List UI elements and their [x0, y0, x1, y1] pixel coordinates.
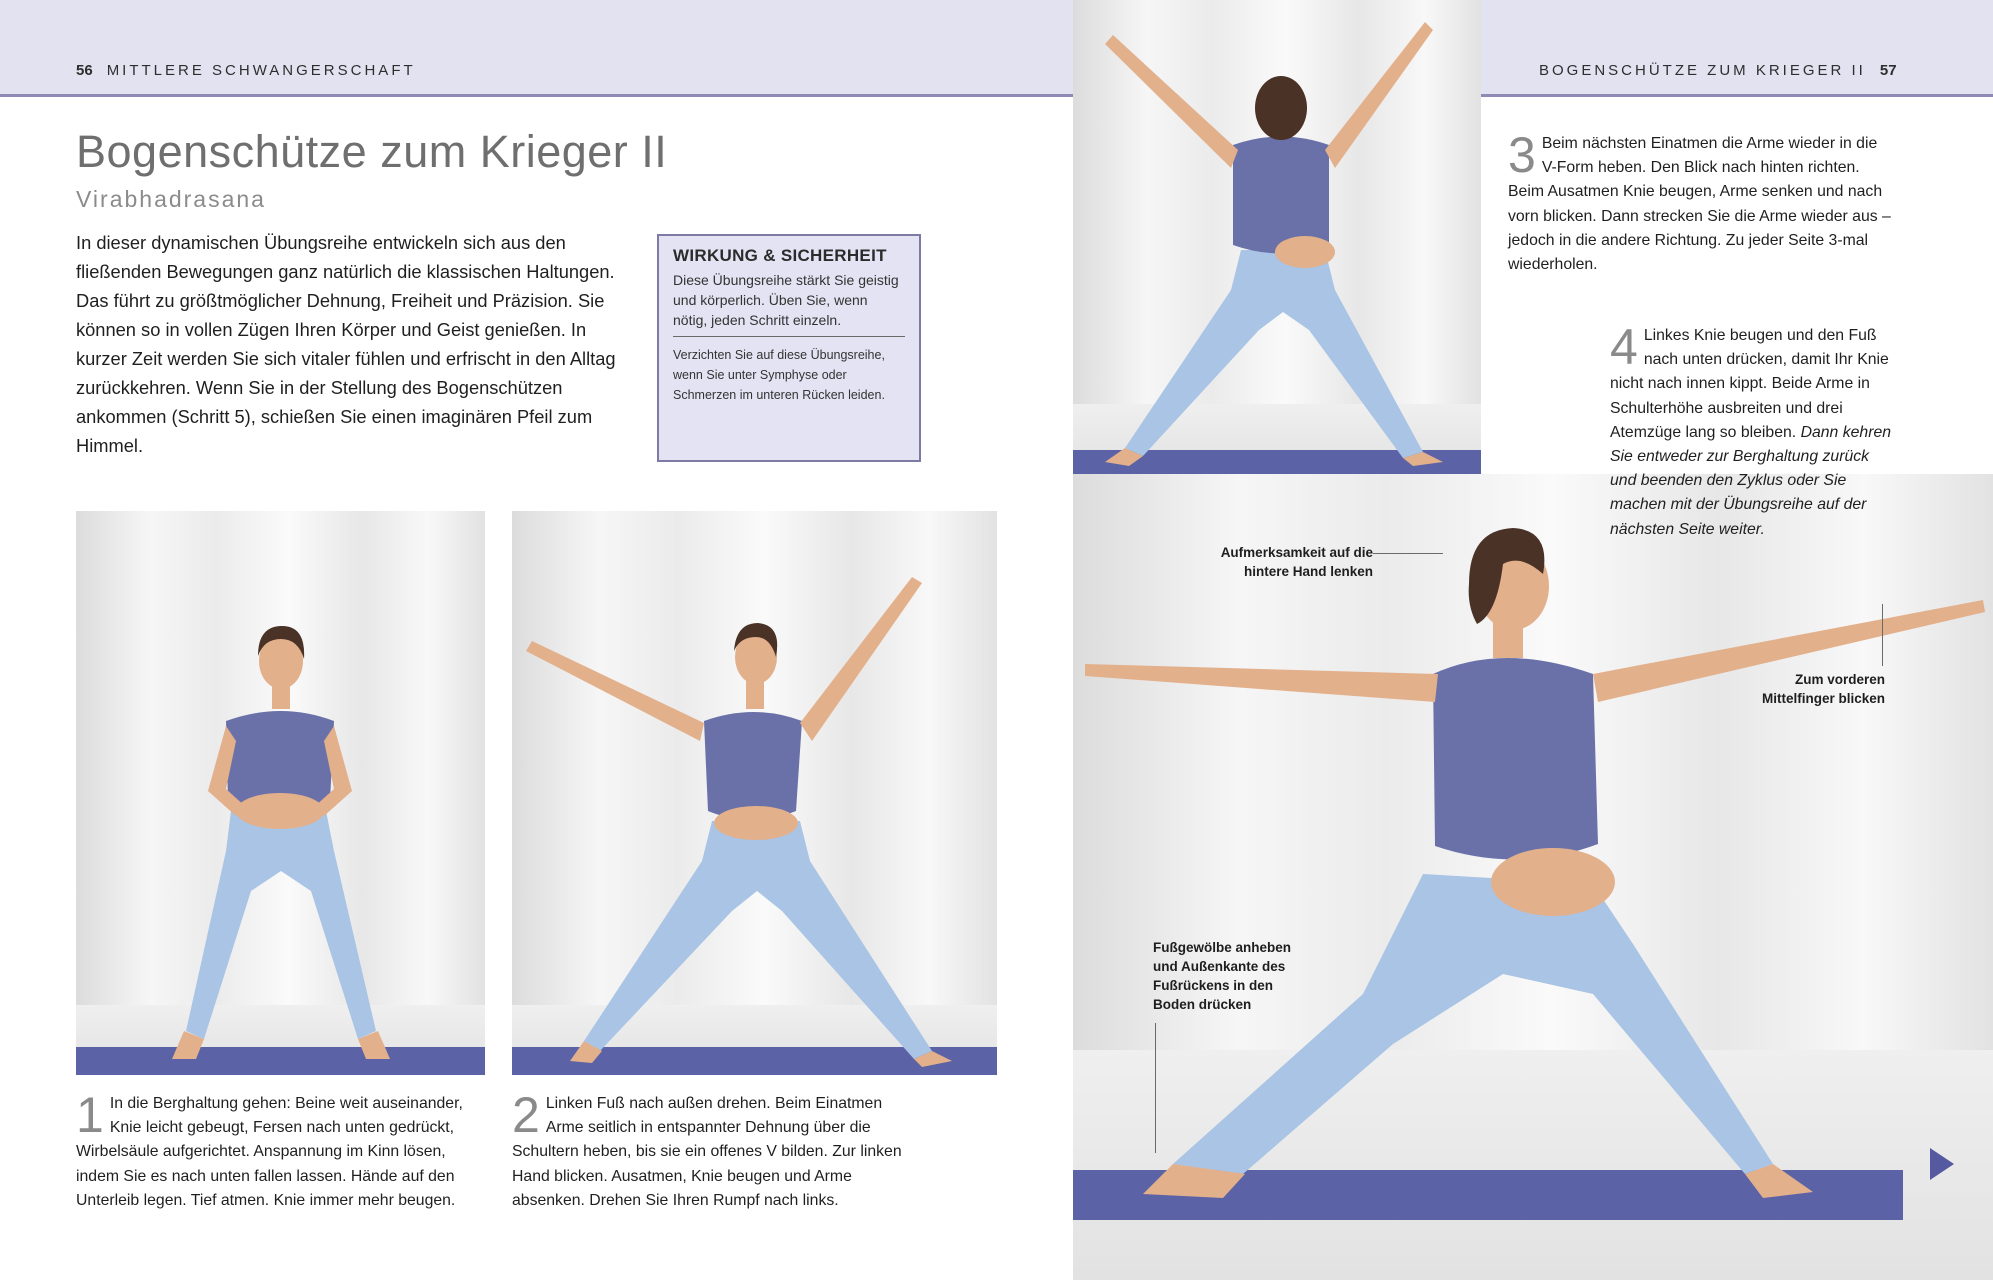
page-title: Bogenschütze zum Krieger II — [76, 126, 668, 177]
photo-step-1 — [76, 511, 485, 1075]
info-box-effect: Diese Übungsreihe stärkt Sie geistig und körperlich. Üben Sie, wenn nötig, jeden Schritt einzeln. — [673, 270, 905, 337]
header-band-left — [0, 0, 1073, 97]
photo-step-4 — [1073, 474, 1993, 1280]
annotation-line-foot-arch — [1155, 1023, 1156, 1153]
running-title-left: MITTLERE SCHWANGERSCHAFT — [106, 62, 416, 79]
step-2-number: 2 — [512, 1087, 540, 1143]
step-2-text: Linken Fuß nach außen drehen. Beim Einatmen Arme seitlich in entspannter Dehnung über die Schultern heben, bis sie ein offenes V bilden. Zur linken Hand blicken. Ausatmen, Knie beugen und Arme absenken. Drehen Sie Ihren Rumpf nach links. — [512, 1095, 902, 1209]
photo-step-2 — [512, 511, 997, 1075]
step-3-text: Beim nächsten Einatmen die Arme wieder in die V-Form heben. Den Blick nach hinten richten. Beim Ausatmen Knie beugen, Arme senken und nach vorn blicken. Dann strecken Sie die Arme wieder aus – jedoch in die andere Richtung. Zu jeder Seite 3-mal wiederholen. — [1508, 135, 1891, 274]
annotation-line-front-finger — [1882, 604, 1883, 666]
figure-v-arms-back-view — [1073, 0, 1481, 474]
figure-mountain-pose — [76, 511, 485, 1075]
step-4-number: 4 — [1610, 319, 1638, 375]
figure-open-v-pose — [512, 511, 997, 1075]
step-3-number: 3 — [1508, 127, 1536, 183]
step-4-text: Linkes Knie beugen und den Fuß nach unten drücken, damit Ihr Knie nicht nach innen kippt. Beide Arme in Schulterhöhe ausbreiten und drei Atemzüge lang so bleiben. — [1610, 327, 1889, 441]
step-1-text: In die Berghaltung gehen: Beine weit auseinander, Knie leicht gebeugt, Fersen nach unten gedrückt, Wirbelsäule aufgerichtet. Anspannung im Kinn lösen, indem Sie es nach unten fallen lassen. Hände auf den Unterleib legen. Tief atmen. Knie immer mehr beugen. — [76, 1095, 463, 1209]
annotation-line-back-hand — [1373, 553, 1443, 554]
annotation-foot-arch: Fußgewölbe anheben und Außenkante des Fußrückens in den Boden drücken — [1153, 940, 1292, 1012]
step-2 — [512, 1087, 916, 1213]
page-subtitle: Virabhadrasana — [76, 186, 266, 212]
running-head-left — [76, 62, 416, 79]
header-band-right — [1481, 0, 1993, 97]
triangle-right-icon — [1930, 1148, 1954, 1180]
annotation-back-hand: Aufmerksamkeit auf die hintere Hand lenken — [1220, 545, 1373, 579]
intro-text: In dieser dynamischen Übungsreihe entwickeln sich aus den fließenden Bewegungen ganz natürlich die klassischen Haltungen. Das führt zu größtmöglicher Dehnung, Freiheit und Präzision. Sie können so in vollen Zügen Ihren Körper und Geist genießen. In kurzer Zeit werden Sie sich vitaler fühlen und erfrischt in den Alltag zurückkehren. Wenn Sie in der Stellung des Bogenschützen ankommen (Schritt 5), schießen Sie einen imaginären Pfeil zum Himmel. — [76, 232, 616, 456]
info-box-safety: Verzichten Sie auf diese Übungsreihe, wenn Sie unter Symphyse oder Schmerzen im unteren Rücken leiden. — [673, 348, 885, 402]
step-3 — [1508, 127, 1893, 277]
annotation-front-finger: Zum vorderen Mittelfinger blicken — [1761, 672, 1885, 706]
page-number-right: 57 — [1879, 62, 1897, 79]
running-title-right: BOGENSCHÜTZE ZUM KRIEGER II — [1539, 62, 1866, 79]
info-box — [657, 234, 921, 462]
page-number-left: 56 — [76, 62, 93, 79]
step-1-number: 1 — [76, 1087, 104, 1143]
running-head-right — [1539, 62, 1897, 79]
photo-step-3 — [1073, 0, 1481, 474]
info-box-heading: WIRKUNG & SICHERHEIT — [673, 246, 887, 265]
step-4 — [1610, 319, 1896, 542]
figure-warrior-ii-pose — [1073, 474, 1993, 1280]
step-1 — [76, 1087, 474, 1213]
step-4-italic: Dann kehren Sie entweder zur Berghaltung zurück und beenden den Zyklus oder Sie machen mit der Übungsreihe auf der nächsten Seite weiter. — [1610, 423, 1892, 538]
